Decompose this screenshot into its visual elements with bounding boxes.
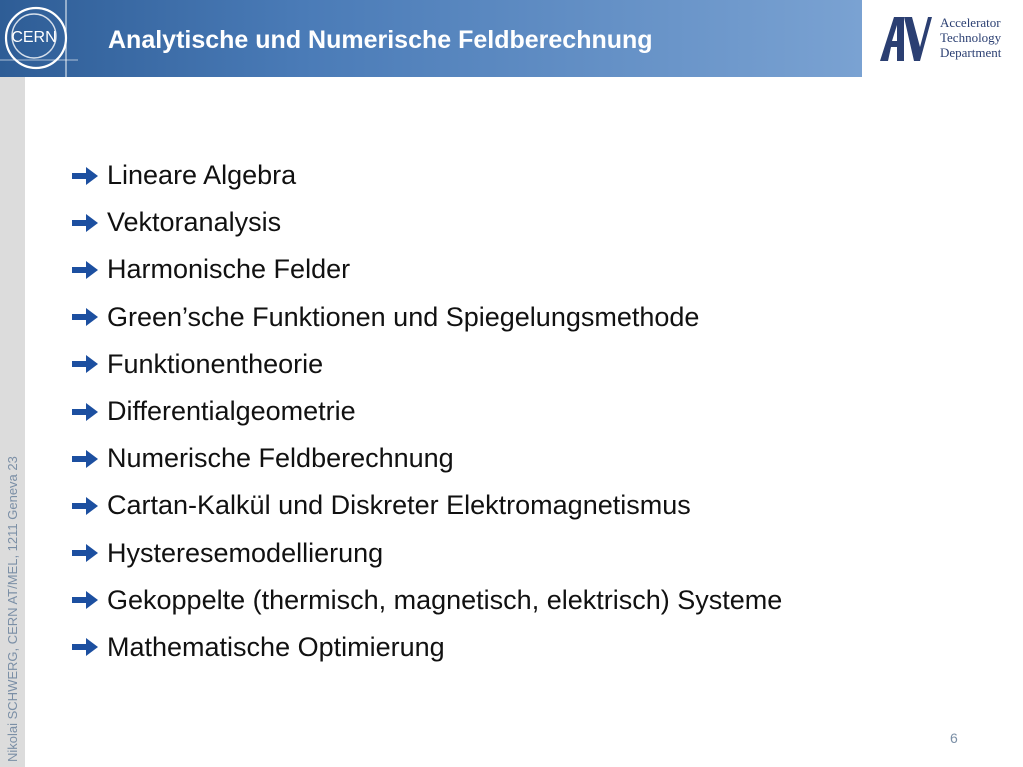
list-item <box>70 341 782 388</box>
department-line-2: Technology <box>940 30 1002 45</box>
arrow-right-icon <box>70 306 100 328</box>
department-name <box>940 15 1001 60</box>
at-logo-icon <box>880 17 932 61</box>
bullet-list <box>70 152 782 671</box>
arrow-right-icon <box>70 636 100 658</box>
department-logo <box>880 15 1020 65</box>
list-item <box>70 152 782 199</box>
list-item-text: Green’sche Funktionen und Spiegelungsmethode <box>107 301 700 332</box>
list-item-text: Numerische Feldberechnung <box>107 443 454 474</box>
arrow-right-icon <box>70 165 100 187</box>
arrow-right-icon <box>70 212 100 234</box>
arrow-right-icon <box>70 495 100 517</box>
list-item-text: Hysteresemodellierung <box>107 537 384 568</box>
cern-logo <box>0 0 78 77</box>
department-line-1: Accelerator <box>940 15 1001 30</box>
arrow-right-icon <box>70 542 100 564</box>
list-item-text: Lineare Algebra <box>107 160 297 191</box>
header-bar <box>0 0 862 77</box>
list-item-text: Differentialgeometrie <box>107 396 356 427</box>
list-item <box>70 624 782 671</box>
list-item-text: Vektoranalysis <box>107 207 282 238</box>
list-item <box>70 388 782 435</box>
author-footer: Nikolai SCHWERG, CERN AT/MEL, 1211 Geneva 23 <box>5 456 20 762</box>
list-item-text: Gekoppelte (thermisch, magnetisch, elektrisch) Systeme <box>107 584 783 615</box>
list-item <box>70 435 782 482</box>
list-item <box>70 577 782 624</box>
page-number: 6 <box>950 730 958 746</box>
list-item <box>70 482 782 529</box>
arrow-right-icon <box>70 589 100 611</box>
list-item <box>70 530 782 577</box>
arrow-right-icon <box>70 259 100 281</box>
list-item-text: Cartan-Kalkül und Diskreter Elektromagnetismus <box>107 490 691 521</box>
list-item <box>70 199 782 246</box>
department-line-3: Department <box>940 45 1002 60</box>
list-item-text: Funktionentheorie <box>107 348 324 379</box>
page-title: Analytische und Numerische Feldberechnung <box>108 26 653 54</box>
list-item <box>70 246 782 293</box>
list-item-text: Harmonische Felder <box>107 254 351 285</box>
list-item <box>70 294 782 341</box>
cern-logo-text: CERN <box>11 29 57 46</box>
arrow-right-icon <box>70 448 100 470</box>
arrow-right-icon <box>70 401 100 423</box>
list-item-text: Mathematische Optimierung <box>107 631 445 662</box>
arrow-right-icon <box>70 353 100 375</box>
